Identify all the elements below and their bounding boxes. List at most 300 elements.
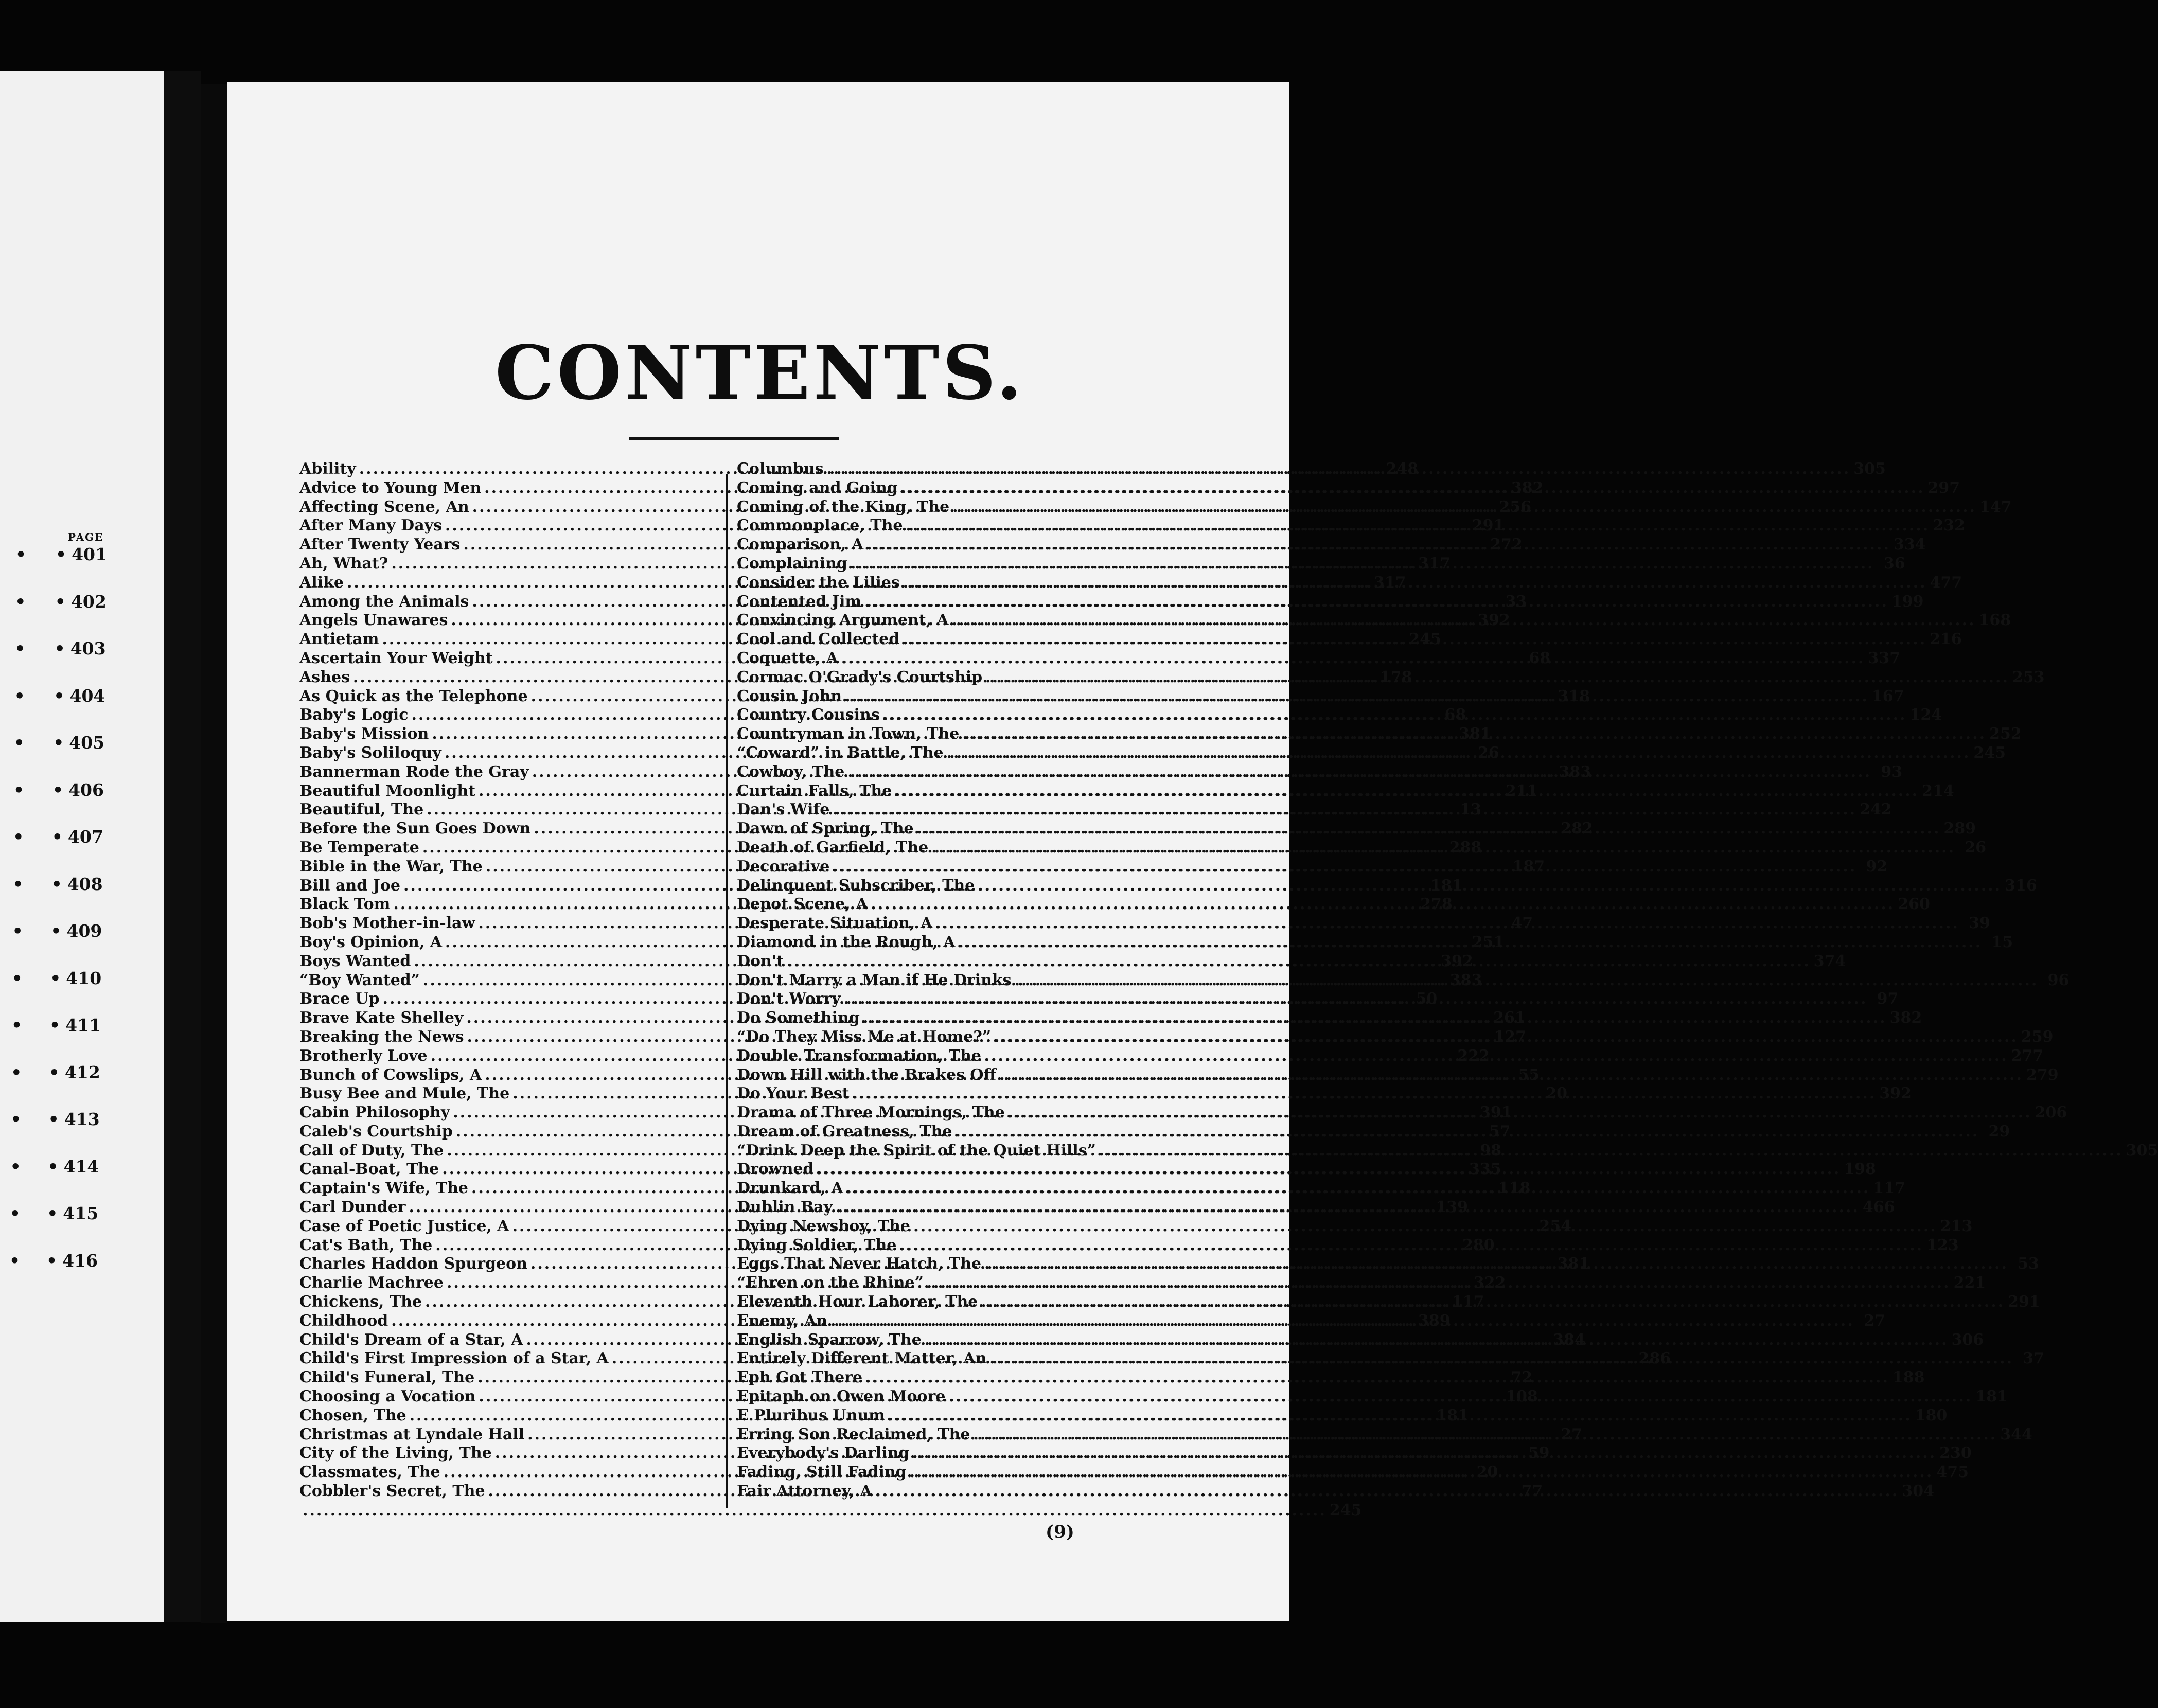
entry-page-number: 245 xyxy=(1973,743,2006,762)
leader-dot: • xyxy=(11,1062,22,1082)
entry-page-number: 187 xyxy=(1512,857,1545,876)
entry-page-number: 93 xyxy=(1881,762,1903,781)
dot-leader xyxy=(947,744,1971,763)
entry-title: Country Cousins xyxy=(737,706,880,724)
entry-title: Epitaph on Owen Moore xyxy=(737,1387,946,1406)
entry-title: Everybody's Darling xyxy=(737,1444,910,1463)
entry-page-number: 178 xyxy=(1379,668,1412,686)
left-page-number: • 412 xyxy=(48,1062,100,1082)
leader-dot: • xyxy=(13,827,24,847)
entry-page-number: 251 xyxy=(1472,933,1505,951)
entry-page-number: 230 xyxy=(1939,1444,1972,1463)
left-page-number: • 408 xyxy=(51,874,103,894)
leader-dot: • xyxy=(15,544,27,564)
page-title: CONTENTS. xyxy=(495,329,1025,416)
entry-page-number: 68 xyxy=(1444,706,1466,724)
entry-page-number: 260 xyxy=(1898,895,1930,914)
left-page-number: • 414 xyxy=(47,1156,99,1177)
dot-leader xyxy=(984,1255,2008,1274)
entry-page-number: 15 xyxy=(1991,933,2013,951)
entry-title: Breaking the News xyxy=(299,1027,464,1046)
dot-leader xyxy=(787,952,1811,971)
entry-title: Eggs That Never Hatch, The xyxy=(737,1255,982,1273)
dot-leader xyxy=(1008,1104,2032,1123)
entry-page-number: 288 xyxy=(1449,838,1482,857)
dot-leader xyxy=(910,1463,1934,1482)
entry-title: Bill and Joe xyxy=(299,876,400,895)
entry-page-number: 117 xyxy=(1873,1179,1906,1198)
dot-leader xyxy=(912,1444,1936,1463)
entry-title: Dan's Wife xyxy=(737,800,830,819)
dot-leader xyxy=(903,630,1926,649)
entry-title: Coming and Going xyxy=(737,478,898,497)
entry-page-number: 36 xyxy=(1883,554,1905,573)
dot-leader xyxy=(948,1387,1972,1407)
entry-title: Beautiful, The xyxy=(299,800,424,819)
dot-leader xyxy=(952,611,1976,630)
entry-page-number: 20 xyxy=(1546,1084,1567,1103)
entry-page-number: 180 xyxy=(1915,1406,1948,1425)
entry-page-number: 286 xyxy=(1638,1349,1671,1368)
entry-page-number: 108 xyxy=(1506,1387,1538,1406)
entry-title: Cool and Collected xyxy=(737,630,900,649)
entry-page-number: 214 xyxy=(1922,781,1954,800)
dot-leader xyxy=(871,895,1895,914)
binding-edge xyxy=(201,84,227,1623)
entry-title: Bannerman Rode the Gray xyxy=(299,762,529,781)
dot-leader xyxy=(956,1123,1979,1142)
entry-title: Baby's Soliloquy xyxy=(299,743,441,762)
entry-title: Contented Jim xyxy=(737,592,862,611)
entry-page-number: 98 xyxy=(1480,1141,1502,1160)
entry-title: After Many Days xyxy=(299,517,442,535)
entry-title: Brace Up xyxy=(299,990,380,1008)
entry-title: Do Something xyxy=(737,1009,860,1027)
entry-title: Enemy, An xyxy=(737,1311,828,1330)
entry-title: Brave Kate Shelley xyxy=(299,1009,464,1027)
leader-dot: • xyxy=(9,1203,21,1223)
entry-title: Boy's Opinion, A xyxy=(299,933,443,951)
entry-title: Advice to Young Men xyxy=(299,478,482,497)
entry-title: Ascertain Your Weight xyxy=(299,649,493,667)
entry-title: Dawn of Spring, The xyxy=(737,820,914,838)
entry-page-number: 118 xyxy=(1498,1179,1531,1198)
dot-leader xyxy=(989,1349,2013,1368)
entry-page-number: 383 xyxy=(1449,971,1482,989)
left-page-number: • 409 xyxy=(50,921,102,941)
dot-leader xyxy=(844,990,1868,1009)
entry-page-number: 29 xyxy=(1988,1122,2010,1141)
entry-title: “Coward” in Battle, The xyxy=(737,743,944,762)
dot-leader xyxy=(841,649,1865,668)
entry-page-number: 322 xyxy=(1473,1274,1506,1292)
entry-page-number: 317 xyxy=(1418,554,1451,573)
entry-page-number: 392 xyxy=(1879,1084,1912,1103)
entry-page-number: 289 xyxy=(1943,820,1976,838)
entry-title: Dying Soldier, The xyxy=(737,1236,897,1254)
dot-leader xyxy=(917,820,1941,839)
leader-dot: • xyxy=(11,1015,23,1035)
entry-title: Case of Poetic Justice, A xyxy=(299,1217,509,1235)
entry-title: Boys Wanted xyxy=(299,952,411,970)
entry-title: Charlie Machree xyxy=(299,1274,444,1292)
entry-page-number: 261 xyxy=(1493,1009,1526,1027)
entry-page-number: 147 xyxy=(1979,497,2012,516)
entry-page-number: 317 xyxy=(1373,573,1406,592)
left-page-number: • 415 xyxy=(47,1203,99,1223)
entry-page-number: 259 xyxy=(2021,1027,2054,1046)
entry-title: Depot Scene, A xyxy=(737,895,868,914)
entry-page-number: 277 xyxy=(2011,1046,2044,1065)
dot-leader xyxy=(981,1293,2005,1312)
dot-leader xyxy=(833,800,1856,820)
entry-page-number: 68 xyxy=(1529,649,1551,667)
dot-leader xyxy=(303,1501,1326,1520)
entry-title: Fading, Still Fading xyxy=(737,1463,907,1482)
entry-title: “Do They Miss Me at Home?” xyxy=(737,1027,992,1046)
entry-title: Entirely Different Matter, An xyxy=(737,1349,987,1368)
entry-title: Erring Son Reclaimed, The xyxy=(737,1425,970,1444)
entry-page-number: 198 xyxy=(1844,1160,1876,1179)
entry-page-number: 374 xyxy=(1813,952,1846,970)
entry-title: Comparison, A xyxy=(737,536,864,554)
leader-dot: • xyxy=(11,968,23,988)
left-page-number: • 407 xyxy=(51,827,103,847)
dot-leader xyxy=(994,1028,2018,1047)
dot-leader xyxy=(901,479,1925,498)
dot-leader xyxy=(1015,971,2039,990)
dot-leader xyxy=(925,1331,1949,1350)
dot-leader xyxy=(853,1084,1877,1104)
entry-title: Cousin John xyxy=(737,687,842,705)
entry-page-number: 384 xyxy=(1553,1330,1585,1349)
leader-dot: • xyxy=(15,591,26,612)
entry-title: Cobbler's Secret, The xyxy=(299,1482,485,1501)
dot-leader xyxy=(899,1236,1923,1255)
entry-page-number: 291 xyxy=(2008,1293,2040,1311)
entry-title: Cowboy, The xyxy=(737,762,845,781)
entry-title: Beautiful Moonlight xyxy=(299,781,475,800)
entry-page-number: 392 xyxy=(1478,611,1510,630)
dot-leader xyxy=(827,460,1851,479)
dot-leader xyxy=(985,668,2009,687)
entry-title: Baby's Logic xyxy=(299,706,409,724)
entry-page-number: 123 xyxy=(1926,1236,1959,1254)
entry-title: Bob's Mother-in-law xyxy=(299,914,475,933)
entry-page-number: 254 xyxy=(1539,1217,1571,1235)
dot-leader xyxy=(958,933,1982,952)
dot-leader xyxy=(817,1160,1841,1179)
entry-title: Double Transformation, The xyxy=(737,1046,981,1065)
dot-leader xyxy=(895,782,1919,801)
entry-page-number: 318 xyxy=(1558,687,1590,705)
entry-title: Ah, What? xyxy=(299,554,388,573)
entry-page-number: 382 xyxy=(1511,478,1544,497)
entry-page-number: 139 xyxy=(1436,1198,1468,1217)
entry-page-number: 245 xyxy=(1329,1501,1362,1519)
dot-leader xyxy=(927,1274,1951,1293)
entry-page-number: 27 xyxy=(1561,1425,1582,1444)
dot-leader xyxy=(952,498,1976,517)
left-page-number: • 401 xyxy=(56,544,107,564)
page-column-label: PAGE xyxy=(68,531,104,543)
entry-title: Diamond in the Rough, A xyxy=(737,933,956,951)
entry-page-number: 96 xyxy=(2047,971,2069,989)
entry-title: Choosing a Vocation xyxy=(299,1387,476,1406)
entry-page-number: 306 xyxy=(1951,1330,1984,1349)
entry-page-number: 53 xyxy=(2018,1255,2039,1273)
entry-page-number: 211 xyxy=(1505,781,1538,800)
dot-leader xyxy=(973,1426,1997,1445)
left-page-number: • 410 xyxy=(50,968,102,988)
entry-page-number: 466 xyxy=(1862,1198,1895,1217)
entry-page-number: 248 xyxy=(1386,460,1419,478)
entry-title: Child's Dream of a Star, A xyxy=(299,1330,523,1349)
dot-leader xyxy=(935,914,1959,933)
entry-title: Antietam xyxy=(299,630,379,649)
entry-page-number: 337 xyxy=(1868,649,1901,667)
left-page-number: • 404 xyxy=(54,685,105,706)
entry-page-number: 33 xyxy=(1505,592,1527,611)
entry-title: Ability xyxy=(299,460,356,478)
entry-page-number: 97 xyxy=(1877,990,1899,1008)
entry-title: Decorative xyxy=(737,857,830,876)
entry-page-number: 253 xyxy=(2012,668,2045,686)
leader-dot: • xyxy=(14,638,26,659)
dot-leader xyxy=(1099,1142,2123,1161)
entry-page-number: 297 xyxy=(1927,478,1960,497)
entry-title: Fair Attorney, A xyxy=(737,1482,872,1501)
entry-title: Convincing Argument, A xyxy=(737,611,949,630)
entry-page-number: 26 xyxy=(1477,743,1499,762)
entry-page-number: 334 xyxy=(1893,536,1926,554)
entry-title: Dream of Greatness, The xyxy=(737,1122,952,1141)
entry-page-number: 127 xyxy=(1494,1027,1526,1046)
entry-title: Carl Dunder xyxy=(299,1198,406,1217)
entry-page-number: 50 xyxy=(1416,990,1438,1008)
entry-title: Bible in the War, The xyxy=(299,857,483,876)
entry-page-number: 72 xyxy=(1511,1368,1532,1387)
entry-page-number: 304 xyxy=(1902,1482,1935,1501)
contents-page xyxy=(227,82,2158,1621)
entry-page-number: 181 xyxy=(1975,1387,2008,1406)
entry-page-number: 20 xyxy=(1476,1463,1498,1482)
left-facing-page xyxy=(0,71,164,1622)
entry-title: Drowned xyxy=(737,1160,814,1179)
leader-dot: • xyxy=(12,874,24,894)
dot-leader xyxy=(913,1217,1937,1236)
entry-title: Cat's Bath, The xyxy=(299,1236,433,1254)
left-page-number: • 413 xyxy=(48,1109,100,1129)
entry-title: Cormac O'Grady's Courtship xyxy=(737,668,983,686)
entry-title: Consider the Lilies xyxy=(737,573,900,592)
entry-title: Charles Haddon Spurgeon xyxy=(299,1255,527,1273)
entry-title: Chickens, The xyxy=(299,1293,422,1311)
entry-title: Coming of the King, The xyxy=(737,497,950,516)
left-page-number: • 402 xyxy=(55,591,107,612)
entry-page-number: 92 xyxy=(1866,857,1888,876)
entry-title: Caleb's Courtship xyxy=(299,1122,453,1141)
entry-title: Cabin Philosophy xyxy=(299,1104,450,1122)
entry-page-number: 167 xyxy=(1871,687,1904,705)
leader-dot: • xyxy=(9,1250,21,1271)
dot-leader xyxy=(863,1009,1887,1028)
entry-page-number: 199 xyxy=(1891,592,1924,611)
dot-leader xyxy=(888,1407,1912,1426)
entry-page-number: 181 xyxy=(1436,1406,1469,1425)
entry-title: Brotherly Love xyxy=(299,1046,428,1065)
entry-page-number: 13 xyxy=(1460,800,1481,819)
entry-page-number: 477 xyxy=(1930,573,1962,592)
entry-page-number: 245 xyxy=(1409,630,1441,649)
entry-title: E Pluribus Unum xyxy=(737,1406,885,1425)
dot-leader xyxy=(847,763,1871,782)
dot-leader xyxy=(830,1312,1854,1331)
entry-title: Before the Sun Goes Down xyxy=(299,820,531,838)
entry-title: Don't Worry xyxy=(737,990,841,1008)
entry-page-number: 389 xyxy=(1418,1311,1451,1330)
dot-leader xyxy=(999,1066,2023,1085)
entry-title: Child's Funeral, The xyxy=(299,1368,475,1387)
leader-dot: • xyxy=(12,921,23,941)
entry-title: Dublin Bay xyxy=(737,1198,833,1217)
entry-page-number: 124 xyxy=(1909,706,1942,724)
dot-leader xyxy=(851,555,1874,574)
entry-title: Eleventh Hour Laborer, The xyxy=(737,1293,978,1311)
entry-page-number: 168 xyxy=(1978,611,2011,630)
entry-title: “Ehren on the Rhine” xyxy=(737,1274,924,1292)
entry-title: Commonplace, The xyxy=(737,517,903,535)
entry-page-number: 117 xyxy=(1452,1293,1484,1311)
dot-leader xyxy=(903,574,1927,593)
left-page-number: • 406 xyxy=(52,779,104,800)
entry-page-number: 279 xyxy=(2026,1065,2059,1084)
entry-page-number: 252 xyxy=(1989,725,2022,743)
entry-title: Complaining xyxy=(737,554,847,573)
entry-title: Delinquent Subscriber, The xyxy=(737,876,975,895)
leader-dot: • xyxy=(10,1156,21,1177)
entry-title: As Quick as the Telephone xyxy=(299,687,528,705)
dot-leader xyxy=(845,687,1869,706)
entry-title: Canal-Boat, The xyxy=(299,1160,439,1179)
entry-title: Child's First Impression of a Star, A xyxy=(299,1349,609,1368)
entry-title: After Twenty Years xyxy=(299,536,461,554)
dot-leader xyxy=(883,706,1907,725)
leader-dot: • xyxy=(13,733,25,753)
entry-title: Be Temperate xyxy=(299,838,419,857)
entry-page-number: 188 xyxy=(1892,1368,1925,1387)
entry-page-number: 344 xyxy=(2000,1425,2032,1444)
entry-page-number: 391 xyxy=(1480,1104,1512,1122)
entry-page-number: 216 xyxy=(1930,630,1962,649)
dot-leader xyxy=(833,858,1856,877)
entry-page-number: 26 xyxy=(1965,838,1987,857)
dot-leader xyxy=(865,1368,1889,1387)
entry-page-number: 57 xyxy=(1489,1122,1511,1141)
entry-title: Childhood xyxy=(299,1311,388,1330)
entry-title: Call of Duty, The xyxy=(299,1141,444,1160)
entry-page-number: 232 xyxy=(1933,517,1965,535)
entry-title: Desperate Situation, A xyxy=(737,914,933,933)
left-page-number: • 405 xyxy=(53,733,105,753)
dot-leader xyxy=(864,593,1888,612)
title-underline xyxy=(629,437,839,440)
entry-page-number: 55 xyxy=(1518,1065,1540,1084)
entry-title: Alike xyxy=(299,573,344,592)
entry-page-number: 335 xyxy=(1469,1160,1501,1179)
dot-leader xyxy=(906,517,1930,536)
entry-page-number: 282 xyxy=(1561,820,1593,838)
entry-title: Down Hill with the Brakes Off xyxy=(737,1065,997,1084)
entry-page-number: 475 xyxy=(1936,1463,1969,1482)
folio-page-number: (9) xyxy=(1046,1522,1074,1542)
entry-title: “Boy Wanted” xyxy=(299,971,420,989)
entry-title: Do Your Best xyxy=(737,1084,850,1103)
entry-page-number: 27 xyxy=(1864,1311,1885,1330)
entry-page-number: 305 xyxy=(2126,1141,2158,1160)
dot-leader xyxy=(875,1482,1899,1501)
entry-title: Bunch of Cowslips, A xyxy=(299,1065,482,1084)
entry-page-number: 381 xyxy=(1459,725,1491,743)
leader-dot: • xyxy=(13,779,25,800)
entry-title: “Drink Deep the Spirit of the Quiet Hills” xyxy=(737,1141,1096,1160)
entry-title: Coquette, A xyxy=(737,649,838,667)
entry-title: Baby's Mission xyxy=(299,725,429,743)
dot-leader xyxy=(836,1198,1860,1217)
entry-page-number: 206 xyxy=(2035,1104,2067,1122)
entry-page-number: 181 xyxy=(1430,876,1463,895)
entry-page-number: 381 xyxy=(1557,1255,1590,1273)
entry-title: Ashes xyxy=(299,668,350,686)
entry-page-number: 392 xyxy=(1441,952,1473,970)
entry-page-number: 382 xyxy=(1889,1009,1922,1027)
entry-title: Don't Marry a Man if He Drinks xyxy=(737,971,1012,989)
entry-page-number: 242 xyxy=(1860,800,1892,819)
entry-title: Affecting Scene, An xyxy=(299,497,469,516)
dot-leader xyxy=(984,1047,2008,1066)
entry-title: Christmas at Lyndale Hall xyxy=(299,1425,525,1444)
entry-page-number: 256 xyxy=(1499,497,1532,516)
left-page-number: • 416 xyxy=(46,1250,98,1271)
dot-leader xyxy=(866,536,1890,555)
entry-title: Dying Newsboy, The xyxy=(737,1217,910,1235)
entry-title: Countryman in Town, The xyxy=(737,725,960,743)
entry-page-number: 272 xyxy=(1490,536,1523,554)
entry-title: City of the Living, The xyxy=(299,1444,492,1463)
entry-page-number: 222 xyxy=(1457,1046,1490,1065)
left-page-number: • 403 xyxy=(54,638,106,659)
entry-title: Among the Animals xyxy=(299,592,469,611)
entry-title: Columbus xyxy=(737,460,824,478)
entry-page-number: 221 xyxy=(1953,1274,1986,1292)
entry-page-number: 305 xyxy=(1853,460,1886,478)
entry-title: English Sparrow, The xyxy=(737,1330,922,1349)
entry-page-number: 280 xyxy=(1462,1236,1495,1254)
entry-page-number: 47 xyxy=(1511,914,1533,933)
entry-title: Captain's Wife, The xyxy=(299,1179,468,1198)
leader-dot: • xyxy=(14,685,25,706)
entry-title: Angels Unawares xyxy=(299,611,448,630)
entry-page-number: 39 xyxy=(1969,914,1990,933)
dot-leader xyxy=(931,839,1955,858)
entry-title: Eph Got There xyxy=(737,1368,863,1387)
entry-title: Drunkard, A xyxy=(737,1179,843,1198)
entry-page-number: 383 xyxy=(1559,762,1591,781)
entry-title: Busy Bee and Mule, The xyxy=(299,1084,510,1103)
entry-page-number: 316 xyxy=(2005,876,2037,895)
entry-title: Curtain Falls, The xyxy=(737,781,892,800)
entry-title: Don't xyxy=(737,952,784,970)
